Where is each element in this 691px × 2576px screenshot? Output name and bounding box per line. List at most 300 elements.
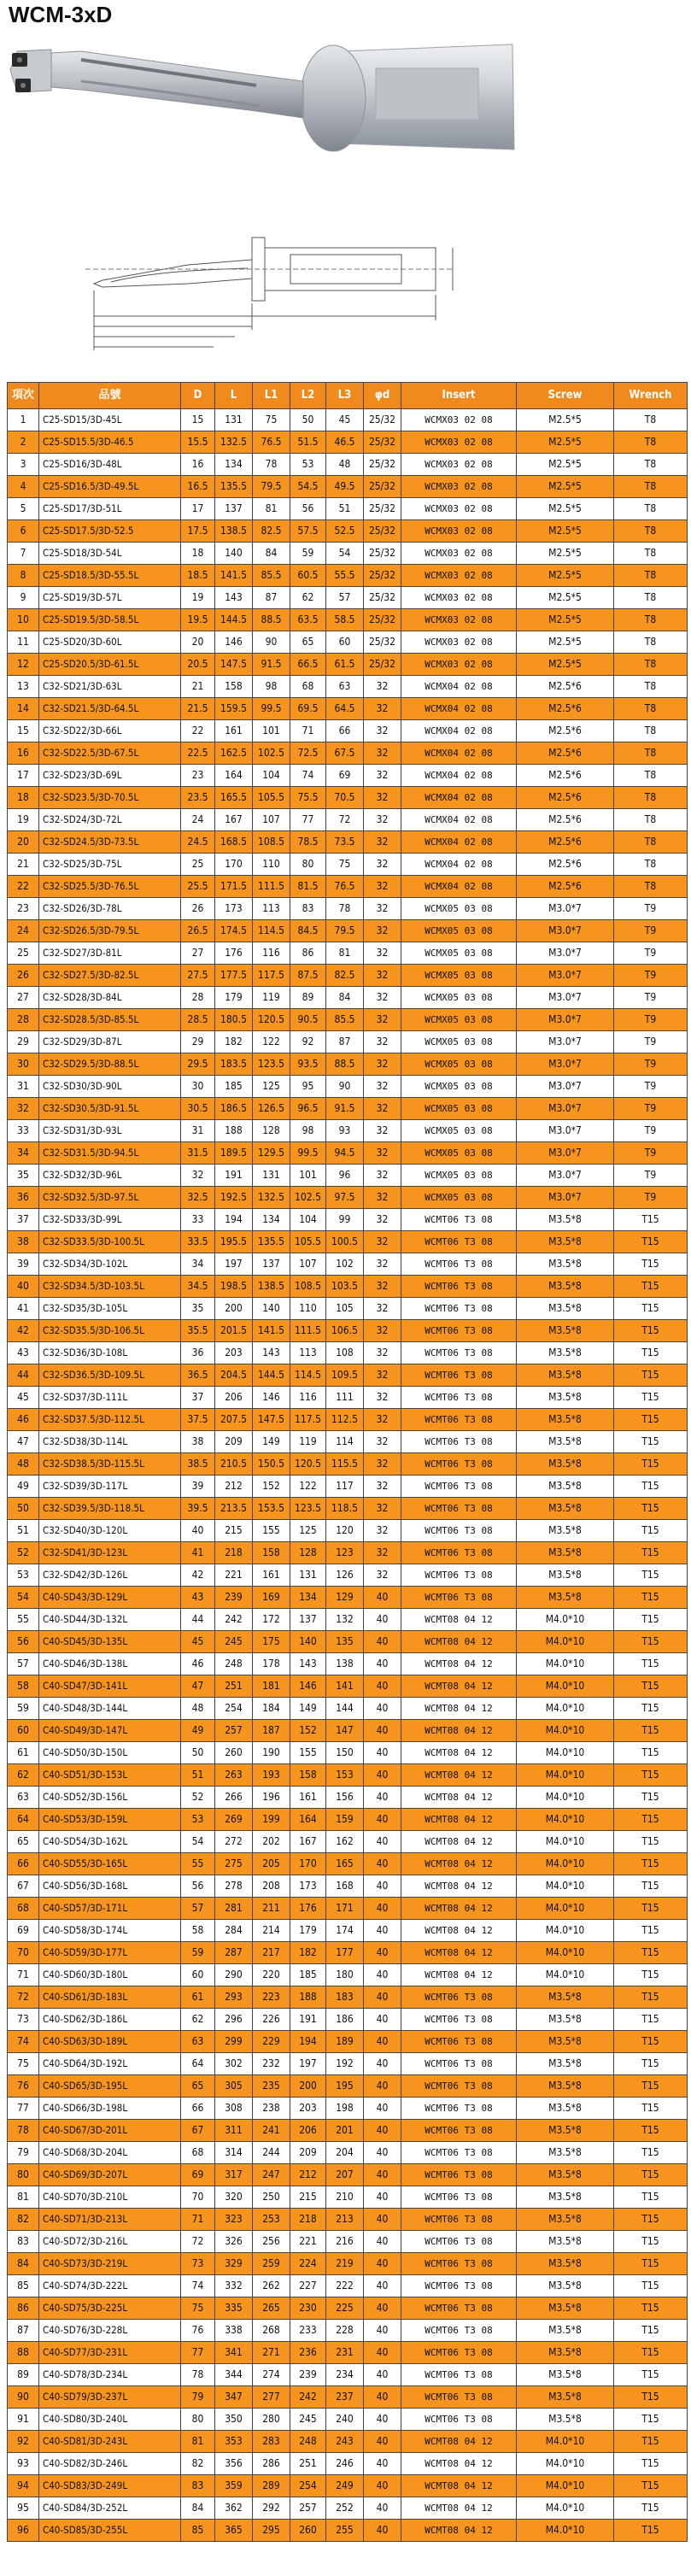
col-insert-cell: WCMX03 02 08 [401,565,517,587]
col-item-header: 項次 [8,383,39,409]
table-row [8,765,688,787]
col-part-no-cell: C32-SD38.5/3D-115.5L [39,1453,181,1476]
col-d-cell: 19 [181,587,215,609]
col-shank-dia-cell: 32 [364,698,401,720]
table-row [8,409,688,431]
table-body [8,409,688,2542]
table-row [8,1942,688,1964]
col-item-cell: 90 [8,2386,39,2409]
col-l-cell: 284 [215,1920,253,1942]
col-shank-dia-cell: 25/32 [364,498,401,520]
col-l2-cell: 72.5 [290,742,326,765]
col-l-cell: 179 [215,987,253,1009]
col-l3-cell: 129 [326,1587,364,1609]
col-wrench-cell: T15 [614,1209,688,1231]
col-l-cell: 174.5 [215,920,253,942]
table-row [8,1609,688,1631]
col-item-cell: 79 [8,2142,39,2164]
col-l3-cell: 55.5 [326,565,364,587]
col-wrench-cell: T9 [614,1165,688,1187]
col-l2-cell: 74 [290,765,326,787]
col-l3-cell: 150 [326,1742,364,1764]
col-d-cell: 22 [181,720,215,742]
col-wrench-cell: T9 [614,942,688,965]
col-item-cell: 14 [8,698,39,720]
col-l3-cell: 234 [326,2364,364,2386]
col-wrench-cell: T8 [614,742,688,765]
col-l3-cell: 147 [326,1720,364,1742]
col-l2-cell: 161 [290,1787,326,1809]
col-item-cell: 61 [8,1742,39,1764]
col-shank-dia-cell: 32 [364,1431,401,1453]
col-d-cell: 27.5 [181,965,215,987]
col-l-cell: 161 [215,720,253,742]
col-insert-cell: WCMT08 04 12 [401,1609,517,1631]
col-insert-cell: WCMT08 04 12 [401,1831,517,1853]
col-l1-cell: 129.5 [253,1142,290,1165]
col-l3-cell: 117 [326,1476,364,1498]
col-part-no-cell: C40-SD82/3D-246L [39,2453,181,2475]
col-l-cell: 134 [215,454,253,476]
col-l1-cell: 181 [253,1675,290,1698]
col-screw-cell: M3.5*8 [517,2297,614,2320]
col-shank-dia-cell: 40 [364,2253,401,2275]
col-item-cell: 47 [8,1431,39,1453]
col-insert-cell: WCMT06 T3 08 [401,1253,517,1276]
col-wrench-cell: T15 [614,1698,688,1720]
col-l2-cell: 81.5 [290,876,326,898]
col-l-cell: 362 [215,2497,253,2520]
col-l-cell: 248 [215,1653,253,1675]
col-item-cell: 62 [8,1764,39,1787]
col-d-cell: 24.5 [181,831,215,854]
col-shank-dia-cell: 40 [364,1698,401,1720]
col-l1-cell: 175 [253,1631,290,1653]
table-row [8,498,688,520]
col-l3-cell: 216 [326,2231,364,2253]
col-shank-dia-cell: 25/32 [364,431,401,454]
col-l2-cell: 77 [290,809,326,831]
col-item-cell: 32 [8,1098,39,1120]
col-l3-cell: 102 [326,1253,364,1276]
col-shank-dia-cell: 40 [364,2431,401,2453]
col-shank-dia-cell: 40 [364,2342,401,2364]
col-screw-cell: M3.0*7 [517,1053,614,1076]
col-shank-dia-cell: 25/32 [364,631,401,654]
col-part-no-cell: C40-SD59/3D-177L [39,1942,181,1964]
col-item-cell: 2 [8,431,39,454]
col-wrench-cell: T8 [614,498,688,520]
col-l-cell: 320 [215,2186,253,2209]
col-l1-cell: 78 [253,454,290,476]
col-l2-cell: 122 [290,1476,326,1498]
col-d-cell: 73 [181,2253,215,2275]
col-l-cell: 173 [215,898,253,920]
col-insert-cell: WCMX03 02 08 [401,520,517,543]
col-insert-cell: WCMX03 02 08 [401,543,517,565]
col-insert-cell: WCMX04 02 08 [401,809,517,831]
col-part-no-cell: C40-SD66/3D-198L [39,2098,181,2120]
col-item-cell: 6 [8,520,39,543]
col-l-cell: 141.5 [215,565,253,587]
col-part-no-cell: C32-SD23.5/3D-70.5L [39,787,181,809]
dimension-drawing [77,231,470,367]
col-l-cell: 344 [215,2364,253,2386]
col-screw-cell: M2.5*5 [517,565,614,587]
col-d-cell: 18 [181,543,215,565]
table-row [8,1431,688,1453]
col-wrench-cell: T15 [614,1831,688,1853]
col-d-cell: 35.5 [181,1320,215,1342]
table-row [8,587,688,609]
col-l-cell: 308 [215,2098,253,2120]
col-l-cell: 213.5 [215,1498,253,1520]
col-shank-dia-cell: 40 [364,2297,401,2320]
col-l3-cell: 73.5 [326,831,364,854]
col-d-cell: 32 [181,1165,215,1187]
col-item-cell: 20 [8,831,39,854]
col-part-no-cell: C32-SD40/3D-120L [39,1520,181,1542]
col-l1-cell: 76.5 [253,431,290,454]
col-l2-cell: 155 [290,1742,326,1764]
table-row [8,2120,688,2142]
spec-table [7,382,688,2542]
col-l-cell: 146 [215,631,253,654]
col-screw-cell: M3.0*7 [517,898,614,920]
table-row [8,520,688,543]
col-l2-cell: 206 [290,2120,326,2142]
col-l1-cell: 101 [253,720,290,742]
col-shank-dia-cell: 40 [364,1653,401,1675]
col-part-no-cell: C40-SD84/3D-252L [39,2497,181,2520]
col-insert-cell: WCMT06 T3 08 [401,2409,517,2431]
col-d-cell: 66 [181,2098,215,2120]
col-l1-cell: 120.5 [253,1009,290,1031]
col-l2-cell: 95 [290,1076,326,1098]
col-l-cell: 197 [215,1253,253,1276]
col-l2-cell: 257 [290,2497,326,2520]
col-l3-cell: 153 [326,1764,364,1787]
col-d-cell: 52 [181,1787,215,1809]
col-shank-dia-cell: 32 [364,676,401,698]
col-screw-cell: M3.5*8 [517,1431,614,1453]
col-l-cell: 296 [215,2009,253,2031]
col-l1-cell: 271 [253,2342,290,2364]
col-part-no-cell: C40-SD47/3D-141L [39,1675,181,1698]
col-l3-cell: 228 [326,2320,364,2342]
col-shank-dia-cell: 40 [364,2520,401,2542]
table-row [8,2253,688,2275]
col-part-no-cell: C40-SD70/3D-210L [39,2186,181,2209]
col-wrench-cell: T8 [614,565,688,587]
table-row [8,1742,688,1764]
col-l1-cell: 172 [253,1609,290,1631]
col-wrench-cell: T15 [614,2497,688,2520]
col-wrench-cell: T15 [614,1964,688,1986]
col-d-cell: 46 [181,1653,215,1675]
col-l2-cell: 50 [290,409,326,431]
col-item-cell: 46 [8,1409,39,1431]
col-wrench-cell: T8 [614,631,688,654]
col-screw-cell: M3.0*7 [517,987,614,1009]
col-shank-dia-cell: 32 [364,1342,401,1364]
col-item-cell: 82 [8,2209,39,2231]
col-item-cell: 10 [8,609,39,631]
col-l2-cell: 51.5 [290,431,326,454]
table-row [8,1276,688,1298]
col-wrench-cell: T15 [614,2453,688,2475]
col-part-no-cell: C32-SD22/3D-66L [39,720,181,742]
col-l1-cell: 229 [253,2031,290,2053]
col-screw-cell: M4.0*10 [517,1942,614,1964]
col-l3-cell: 106.5 [326,1320,364,1342]
table-row [8,1320,688,1342]
col-insert-cell: WCMT08 04 12 [401,1653,517,1675]
col-shank-dia-cell: 40 [364,2231,401,2253]
col-d-cell: 85 [181,2520,215,2542]
col-l2-cell: 113 [290,1342,326,1364]
col-shank-dia-cell: 32 [364,831,401,854]
col-l1-cell: 256 [253,2231,290,2253]
col-insert-cell: WCMT08 04 12 [401,2431,517,2453]
col-l3-cell: 240 [326,2409,364,2431]
table-row [8,1187,688,1209]
col-insert-cell: WCMT06 T3 08 [401,1409,517,1431]
col-part-no-cell: C25-SD20.5/3D-61.5L [39,654,181,676]
col-l-cell: 192.5 [215,1187,253,1209]
col-l1-cell: 105.5 [253,787,290,809]
col-insert-cell: WCMT06 T3 08 [401,2053,517,2075]
col-part-no-cell: C40-SD85/3D-255L [39,2520,181,2542]
table-row [8,898,688,920]
col-l1-cell: 274 [253,2364,290,2386]
col-insert-cell: WCMX05 03 08 [401,1031,517,1053]
table-row [8,1720,688,1742]
col-part-no-cell: C32-SD39.5/3D-118.5L [39,1498,181,1520]
col-l3-cell: 90 [326,1076,364,1098]
col-l1-cell: 90 [253,631,290,654]
col-insert-cell: WCMT06 T3 08 [401,2075,517,2098]
col-part-no-cell: C25-SD17/3D-51L [39,498,181,520]
col-l2-cell: 167 [290,1831,326,1853]
col-wrench-cell: T15 [614,1409,688,1431]
col-l3-cell: 159 [326,1809,364,1831]
col-part-no-cell: C32-SD24.5/3D-73.5L [39,831,181,854]
col-l1-cell: 135.5 [253,1231,290,1253]
col-shank-dia-cell: 40 [364,2098,401,2120]
col-part-no-cell: C40-SD46/3D-138L [39,1653,181,1675]
col-screw-cell: M3.5*8 [517,1342,614,1364]
col-l1-cell: 144.5 [253,1364,290,1387]
col-item-cell: 34 [8,1142,39,1165]
col-screw-cell: M2.5*6 [517,809,614,831]
col-insert-cell: WCMT08 04 12 [401,1942,517,1964]
col-insert-cell: WCMT06 T3 08 [401,1364,517,1387]
col-shank-dia-cell: 32 [364,854,401,876]
col-part-no-cell: C40-SD74/3D-222L [39,2275,181,2297]
col-shank-dia-cell: 40 [364,2475,401,2497]
col-d-cell: 28 [181,987,215,1009]
col-l3-cell: 189 [326,2031,364,2053]
col-shank-dia-cell: 40 [364,2186,401,2209]
col-d-cell: 45 [181,1631,215,1653]
col-insert-cell: WCMX04 02 08 [401,876,517,898]
col-l2-cell: 128 [290,1542,326,1564]
table-row [8,2009,688,2031]
col-screw-cell: M2.5*6 [517,720,614,742]
col-screw-cell: M3.5*8 [517,2231,614,2253]
col-d-cell: 21 [181,676,215,698]
col-wrench-cell: T15 [614,2431,688,2453]
col-insert-cell: WCMT06 T3 08 [401,1431,517,1453]
col-l3-header: L3 [326,383,364,409]
col-insert-cell: WCMX04 02 08 [401,854,517,876]
col-shank-dia-cell: 32 [364,809,401,831]
col-item-cell: 91 [8,2409,39,2431]
table-row [8,2031,688,2053]
col-l1-cell: 138.5 [253,1276,290,1298]
col-l1-header: L1 [253,383,290,409]
col-screw-cell: M3.0*7 [517,1098,614,1120]
col-l1-cell: 131 [253,1165,290,1187]
col-l1-cell: 283 [253,2431,290,2453]
col-insert-cell: WCMX03 02 08 [401,476,517,498]
col-l2-cell: 134 [290,1587,326,1609]
col-item-cell: 31 [8,1076,39,1098]
col-part-no-cell: C32-SD38/3D-114L [39,1431,181,1453]
col-insert-cell: WCMX04 02 08 [401,698,517,720]
col-l-cell: 305 [215,2075,253,2098]
col-insert-cell: WCMX03 02 08 [401,609,517,631]
col-insert-cell: WCMT06 T3 08 [401,2275,517,2297]
col-screw-cell: M3.0*7 [517,1187,614,1209]
col-item-cell: 23 [8,898,39,920]
col-wrench-cell: T9 [614,920,688,942]
col-insert-cell: WCMX04 02 08 [401,676,517,698]
table-row [8,654,688,676]
col-l3-cell: 207 [326,2164,364,2186]
col-l3-cell: 132 [326,1609,364,1631]
col-l2-cell: 227 [290,2275,326,2297]
table-row [8,1053,688,1076]
col-d-cell: 77 [181,2342,215,2364]
col-l3-cell: 45 [326,409,364,431]
col-item-cell: 36 [8,1187,39,1209]
col-shank-dia-cell: 32 [364,942,401,965]
col-l2-cell: 197 [290,2053,326,2075]
col-part-no-cell: C40-SD75/3D-225L [39,2297,181,2320]
col-l2-cell: 87.5 [290,965,326,987]
table-row [8,431,688,454]
col-shank-dia-cell: 32 [364,1364,401,1387]
table-row [8,2164,688,2186]
col-shank-dia-cell: 32 [364,987,401,1009]
table-row [8,1675,688,1698]
col-part-no-cell: C32-SD22.5/3D-67.5L [39,742,181,765]
col-wrench-cell: T8 [614,698,688,720]
col-part-no-cell: C40-SD67/3D-201L [39,2120,181,2142]
col-l3-cell: 72 [326,809,364,831]
col-l1-cell: 208 [253,1875,290,1898]
col-d-cell: 80 [181,2409,215,2431]
table-row [8,2209,688,2231]
col-screw-cell: M3.5*8 [517,1520,614,1542]
col-shank-dia-cell: 32 [364,1453,401,1476]
table-row [8,565,688,587]
col-shank-dia-cell: 40 [364,1587,401,1609]
drill-product-photo [0,34,691,231]
col-item-cell: 70 [8,1942,39,1964]
col-wrench-cell: T8 [614,676,688,698]
col-part-no-cell: C32-SD36/3D-108L [39,1342,181,1364]
col-l-cell: 185 [215,1076,253,1098]
col-shank-dia-cell: 25/32 [364,476,401,498]
col-screw-cell: M3.5*8 [517,1298,614,1320]
col-insert-cell: WCMT06 T3 08 [401,1342,517,1364]
col-part-no-cell: C40-SD73/3D-219L [39,2253,181,2275]
col-part-no-cell: C25-SD17.5/3D-52.5 [39,520,181,543]
col-part-no-cell: C32-SD36.5/3D-109.5L [39,1364,181,1387]
col-l2-cell: 215 [290,2186,326,2209]
table-row [8,1698,688,1720]
col-l1-cell: 119 [253,987,290,1009]
col-item-cell: 9 [8,587,39,609]
col-l2-cell: 75.5 [290,787,326,809]
col-insert-cell: WCMT08 04 12 [401,1853,517,1875]
col-l1-cell: 137 [253,1253,290,1276]
col-l2-cell: 212 [290,2164,326,2186]
col-l-header: L [215,383,253,409]
col-l-cell: 338 [215,2320,253,2342]
col-screw-cell: M3.5*8 [517,2186,614,2209]
col-part-no-cell: C32-SD28/3D-84L [39,987,181,1009]
col-item-cell: 65 [8,1831,39,1853]
col-shank-dia-cell: 32 [364,1009,401,1031]
col-screw-cell: M4.0*10 [517,1698,614,1720]
col-screw-cell: M4.0*10 [517,1764,614,1787]
col-insert-cell: WCMX05 03 08 [401,1142,517,1165]
table-row [8,1231,688,1253]
col-d-cell: 74 [181,2275,215,2297]
col-l3-cell: 81 [326,942,364,965]
col-l1-cell: 262 [253,2275,290,2297]
col-insert-cell: WCMX05 03 08 [401,920,517,942]
col-screw-cell: M3.5*8 [517,1453,614,1476]
col-l1-cell: 289 [253,2475,290,2497]
col-shank-dia-cell: 32 [364,720,401,742]
col-shank-dia-cell: 40 [364,1986,401,2009]
col-d-cell: 70 [181,2186,215,2209]
col-l3-cell: 162 [326,1831,364,1853]
table-row [8,987,688,1009]
col-l-cell: 272 [215,1831,253,1853]
col-shank-dia-cell: 25/32 [364,565,401,587]
col-l2-cell: 54.5 [290,476,326,498]
col-l1-cell: 247 [253,2164,290,2186]
col-part-no-cell: C40-SD64/3D-192L [39,2053,181,2075]
col-screw-cell: M4.0*10 [517,1898,614,1920]
col-screw-cell: M2.5*5 [517,409,614,431]
col-part-no-cell: C32-SD28.5/3D-85.5L [39,1009,181,1031]
col-insert-cell: WCMT08 04 12 [401,2453,517,2475]
table-row [8,2320,688,2342]
col-l-cell: 164 [215,765,253,787]
col-l1-cell: 108.5 [253,831,290,854]
col-d-cell: 38.5 [181,1453,215,1476]
col-screw-cell: M3.5*8 [517,1409,614,1431]
col-item-cell: 93 [8,2453,39,2475]
col-l3-cell: 46.5 [326,431,364,454]
